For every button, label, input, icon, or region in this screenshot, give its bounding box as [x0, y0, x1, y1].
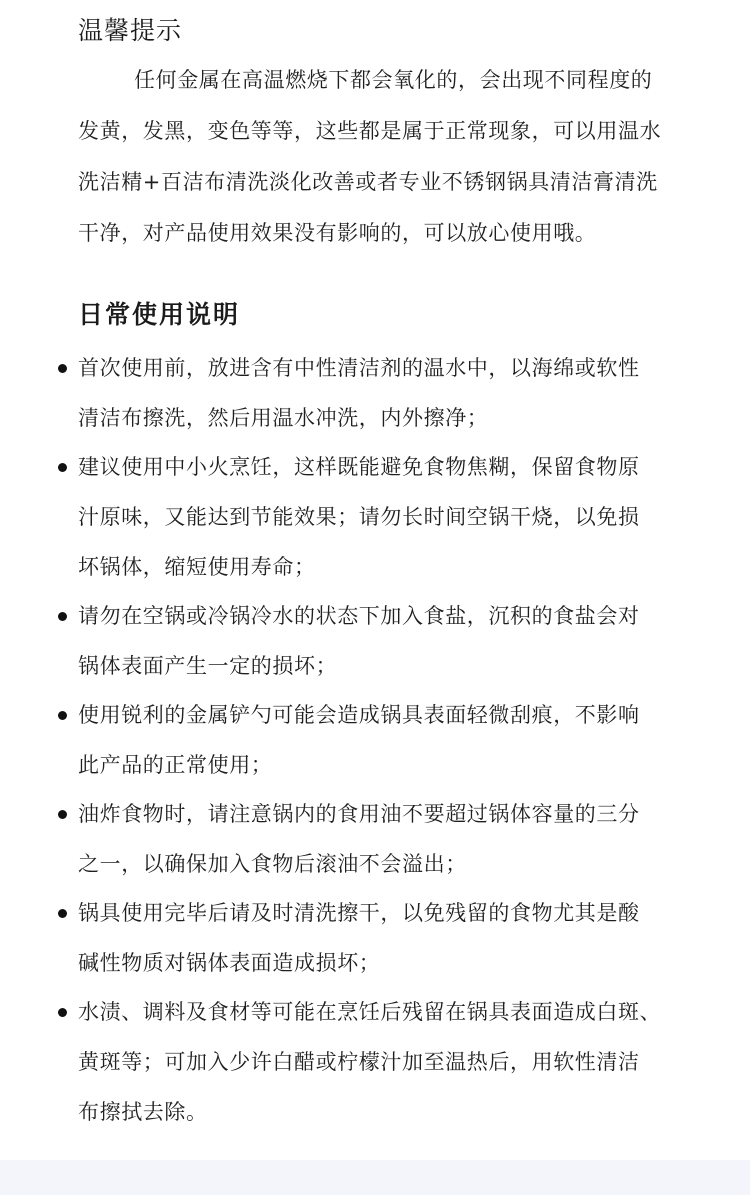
list-item-line: 请勿在空锅或冷锅冷水的状态下加入食盐，沉积的食盐会对 [78, 604, 640, 628]
list-item-line: 使用锐利的金属铲勺可能会造成锅具表面轻微刮痕，不影响 [78, 703, 640, 727]
bullet-dot [58, 364, 67, 373]
tip-line: 干净，对产品使用效果没有影响的，可以放心使用哦。 [78, 221, 597, 245]
tip-line: 任何金属在高温燃烧下都会氧化的，会出现不同程度的 [134, 68, 653, 92]
list-item-line: 锅体表面产生一定的损坏； [78, 654, 338, 678]
bullet-dot [58, 810, 67, 819]
usage-title: 日常使用说明 [78, 300, 241, 329]
list-item-line: 建议使用中小火烹饪，这样既能避免食物焦糊，保留食物原 [78, 455, 640, 479]
list-item-line: 首次使用前，放进含有中性清洁剂的温水中，以海绵或软性 [78, 356, 640, 380]
list-item-line: 之一，以确保加入食物后滚油不会溢出； [78, 852, 467, 876]
list-item-line: 水渍、调料及食材等可能在烹饪后残留在锅具表面造成白斑、 [78, 1000, 662, 1024]
list-item-line: 油炸食物时，请注意锅内的食用油不要超过锅体容量的三分 [78, 802, 640, 826]
list-item-line: 此产品的正常使用； [78, 753, 273, 777]
list-item-line: 锅具使用完毕后请及时清洗擦干，以免残留的食物尤其是酸 [78, 901, 640, 925]
list-item-line: 清洁布擦洗，然后用温水冲洗，内外擦净； [78, 406, 489, 430]
tip-title: 温馨提示 [78, 16, 183, 45]
bullet-dot [58, 711, 67, 720]
tip-line: 发黄，发黑，变色等等，这些都是属于正常现象，可以用温水 [78, 119, 662, 143]
list-item-line: 黄斑等；可加入少许白醋或柠檬汁加至温热后，用软性清洁 [78, 1050, 640, 1074]
list-item-line: 坏锅体，缩短使用寿命； [78, 555, 316, 579]
list-item-line: 汁原味，又能达到节能效果；请勿长时间空锅干烧，以免损 [78, 505, 640, 529]
bullet-dot [58, 1008, 67, 1017]
list-item-line: 布擦拭去除。 [78, 1100, 208, 1124]
bullet-dot [58, 463, 67, 472]
tip-line: 洗洁精+百洁布清洗淡化改善或者专业不锈钢锅具清洁膏清洗 [78, 170, 658, 194]
list-item-line: 碱性物质对锅体表面造成损坏； [78, 951, 381, 975]
bullet-dot [58, 612, 67, 621]
bullet-dot [58, 909, 67, 918]
